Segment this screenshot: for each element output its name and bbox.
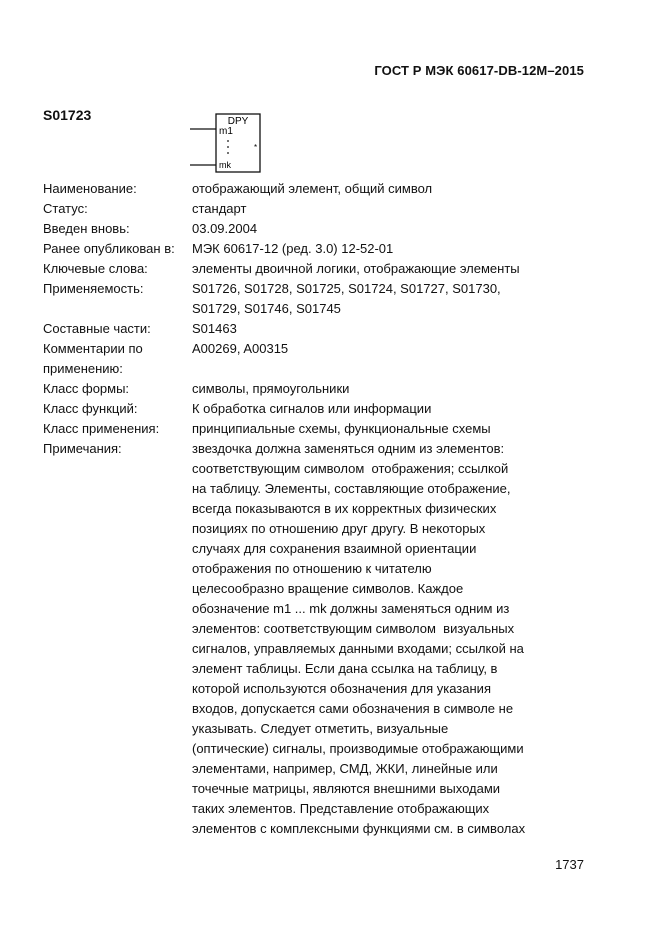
notes-line: элемент таблицы. Если дана ссылка на таблицу, в xyxy=(192,661,498,676)
notes-label: Примечания: xyxy=(43,441,122,456)
notes-line: элементов с комплексными функциями см. в символах xyxy=(192,821,526,836)
field-value: МЭК 60617-12 (ред. 3.0) 12-52-01 xyxy=(192,241,394,256)
ellipsis-dot xyxy=(227,146,229,148)
notes-line: позициях по отношению друг другу. В некоторых xyxy=(192,521,486,536)
symbol-id: S01723 xyxy=(43,107,92,123)
field-value: К обработка сигналов или информации xyxy=(192,401,432,416)
field-label: Введен вновь: xyxy=(43,221,130,236)
notes-text xyxy=(192,439,537,839)
notes-line: точечные матрицы, являются внешними выходами xyxy=(192,781,501,796)
notes-line: указывать. Следует отметить, визуальные xyxy=(192,721,449,736)
field-label: Класс применения: xyxy=(43,421,160,436)
field-label: Ранее опубликован в: xyxy=(43,241,175,256)
asterisk-mark: * xyxy=(254,143,258,152)
notes-line: которой используются обозначения для указания xyxy=(192,681,491,696)
attribute-table xyxy=(43,179,543,839)
field-value: принципиальные схемы, функциональные схемы xyxy=(192,421,491,436)
field-value: S01463 xyxy=(192,321,237,336)
dpy-symbol-diagram xyxy=(190,110,270,176)
field-label: Класс формы: xyxy=(43,381,130,396)
field-label: Наименование: xyxy=(43,181,137,196)
notes-line: сигналов, управляемых данными входами; ссылкой на xyxy=(192,641,524,656)
field-row xyxy=(43,399,543,419)
notes-line: соответствующим символом отображения; ссылкой xyxy=(192,461,509,476)
notes-line: целесообразно вращение символов. Каждое xyxy=(192,581,464,596)
notes-line: случаях для сохранения взаимной ориентации xyxy=(192,541,477,556)
notes-line: элементов: соответствующим символом визуальных xyxy=(192,621,515,636)
field-value: отображающий элемент, общий символ xyxy=(192,181,433,196)
notes-line: входов, допускается сами обозначения в символе не xyxy=(192,701,514,716)
input-label-mk: mk xyxy=(219,160,231,170)
notes-line: таких элементов. Представление отображающих xyxy=(192,801,490,816)
page-number: 1737 xyxy=(555,857,584,872)
field-row xyxy=(43,339,543,379)
document-header: ГОСТ Р МЭК 60617-DB-12M–2015 xyxy=(374,63,584,78)
field-label: Применяемость: xyxy=(43,281,144,296)
field-label: Составные части: xyxy=(43,321,151,336)
field-row xyxy=(43,239,543,259)
field-value: A00269, A00315 xyxy=(192,341,289,356)
symbol-title: DPY xyxy=(227,116,249,127)
field-row xyxy=(43,179,543,199)
notes-line: элементами, например, СМД, ЖКИ, линейные или xyxy=(192,761,498,776)
notes-line: звездочка должна заменяться одним из элементов: xyxy=(192,441,505,456)
notes-row xyxy=(43,439,543,839)
field-label: Класс функций: xyxy=(43,401,138,416)
field-row xyxy=(43,319,543,339)
notes-line: обозначение m1 ... mk должны заменяться одним из xyxy=(192,601,510,616)
ellipsis-dot xyxy=(227,152,229,154)
notes-line: на таблицу. Элементы, составляющие отображение, xyxy=(192,481,511,496)
field-label: Комментарии по применению: xyxy=(43,341,143,376)
notes-line: (оптические) сигналы, производимые отображающими xyxy=(192,741,524,756)
field-value: символы, прямоугольники xyxy=(192,381,350,396)
notes-line: всегда показываются в их корректных физических xyxy=(192,501,497,516)
field-row xyxy=(43,279,543,319)
field-row xyxy=(43,259,543,279)
field-value: элементы двоичной логики, отображающие элементы xyxy=(192,261,520,276)
field-label: Статус: xyxy=(43,201,88,216)
notes-line: отображения по отношению к читателю xyxy=(192,561,432,576)
field-label: Ключевые слова: xyxy=(43,261,148,276)
field-value: S01726, S01728, S01725, S01724, S01727, S01730, S01729, S01746, S01745 xyxy=(192,281,501,316)
field-row xyxy=(43,419,543,439)
field-row xyxy=(43,199,543,219)
field-row xyxy=(43,379,543,399)
field-value: 03.09.2004 xyxy=(192,221,258,236)
input-label-m1: m1 xyxy=(219,126,233,137)
field-row xyxy=(43,219,543,239)
ellipsis-dot xyxy=(227,140,229,142)
field-value: стандарт xyxy=(192,201,247,216)
